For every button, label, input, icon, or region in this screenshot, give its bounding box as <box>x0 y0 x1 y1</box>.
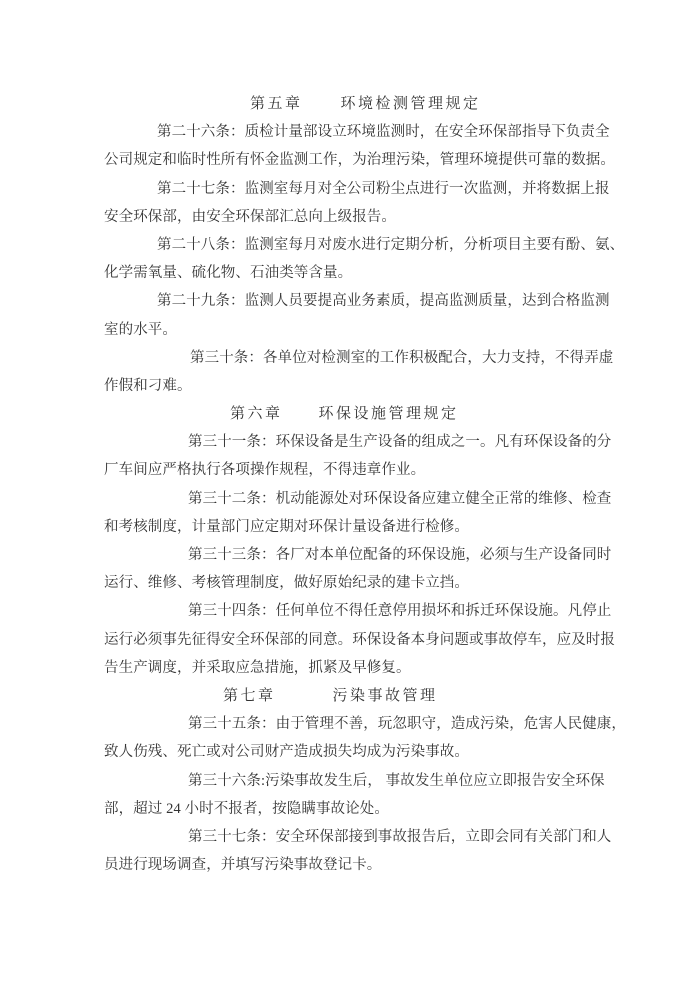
chapter-number: 第七章 <box>223 687 276 704</box>
text-line: 第三十五条：由于管理不善，玩忽职守，造成污染，危害人民健康， <box>188 716 626 733</box>
chapter-number: 第六章 <box>230 406 283 423</box>
chapter-title: 污染事故管理 <box>332 687 438 704</box>
chapter-heading <box>104 682 620 710</box>
text-line: 室的水平。 <box>104 321 177 338</box>
article-paragraph <box>104 541 620 597</box>
text-line: 第三十二条：机动能源处对环保设备应建立健全正常的维修、检查 <box>188 490 612 507</box>
text-line: 运行必须事先征得安全环保部的同意。环保设备本身问题或事故停车，应及时报 <box>104 631 615 648</box>
text-line: 运行、维修、考核管理制度，做好原始纪录的建卡立挡。 <box>104 575 469 592</box>
article-paragraph <box>104 597 620 682</box>
chapter-heading <box>104 400 620 428</box>
text-line: 员进行现场调查，并填写污染事故登记卡。 <box>104 857 382 874</box>
article-paragraph <box>104 118 620 174</box>
text-line: 第二十八条：监测室每月对废水进行定期分析，分析项目主要有酚、氨、 <box>157 236 625 253</box>
text-line: 第三十三条：各厂对本单位配备的环保设施，必须与生产设备同时 <box>188 547 612 563</box>
text-line: 第二十九条：监测人员要提高业务素质，提高监测质量，达到合格监测 <box>157 293 610 310</box>
article-paragraph <box>104 231 625 287</box>
document-blocks <box>104 90 626 879</box>
text-line: 安全环保部，由安全环保部汇总向上级报告。 <box>104 208 396 225</box>
chapter-title: 环保设施管理规定 <box>318 406 459 423</box>
text-line: 第二十七条：监测室每月对全公司粉尘点进行一次监测，并将数据上报 <box>157 180 610 197</box>
chapter-number: 第五章 <box>250 96 303 112</box>
article-paragraph <box>104 767 620 823</box>
text-line: 化学需氧量、硫化物、石油类等含量。 <box>104 265 353 282</box>
text-line: 第三十条：各单位对检测室的工作积极配合，大力支持，不得弄虚 <box>190 349 614 366</box>
text-line: 第三十四条：任何单位不得任意停用损坏和拆迁环保设施。凡停止 <box>188 603 612 620</box>
chapter-heading <box>104 90 620 118</box>
text-line: 公司规定和临时性所有怀金监测工作，为治理污染，管理环境提供可靠的数据。 <box>104 152 615 169</box>
text-line: 第三十一条：环保设备是生产设备的组成之一。凡有环保设备的分 <box>188 434 612 451</box>
chapter-title: 环境检测管理规定 <box>340 96 481 112</box>
article-paragraph <box>104 710 626 766</box>
text-line: 第三十六条:污染事故发生后， 事故发生单位应立即报告安全环保 <box>188 772 605 789</box>
text-line: 部，超过 24 小时不报者，按隐瞒事故论处。 <box>104 800 389 817</box>
article-paragraph <box>104 823 620 879</box>
text-line: 作假和刁难。 <box>104 377 192 394</box>
text-line: 厂车间应严格执行各项操作规程，不得违章作业。 <box>104 462 426 479</box>
article-paragraph <box>104 175 620 231</box>
text-line: 告生产调度，并采取应急措施，抓紧及早修复。 <box>104 659 411 676</box>
text-line: 第三十七条：安全环保部接到事故报告后，立即会同有关部门和人 <box>188 828 612 845</box>
article-paragraph <box>104 344 620 400</box>
article-paragraph <box>104 287 620 343</box>
text-line: 和考核制度，计量部门应定期对环保计量设备进行检修。 <box>104 518 469 535</box>
article-paragraph <box>104 485 620 541</box>
article-paragraph <box>104 428 620 484</box>
text-line: 第二十六条：质检计量部设立环境监测时，在安全环保部指导下负责全 <box>157 124 610 141</box>
text-line: 致人伤残、死亡或对公司财产造成损失均成为污染事故。 <box>104 744 469 761</box>
